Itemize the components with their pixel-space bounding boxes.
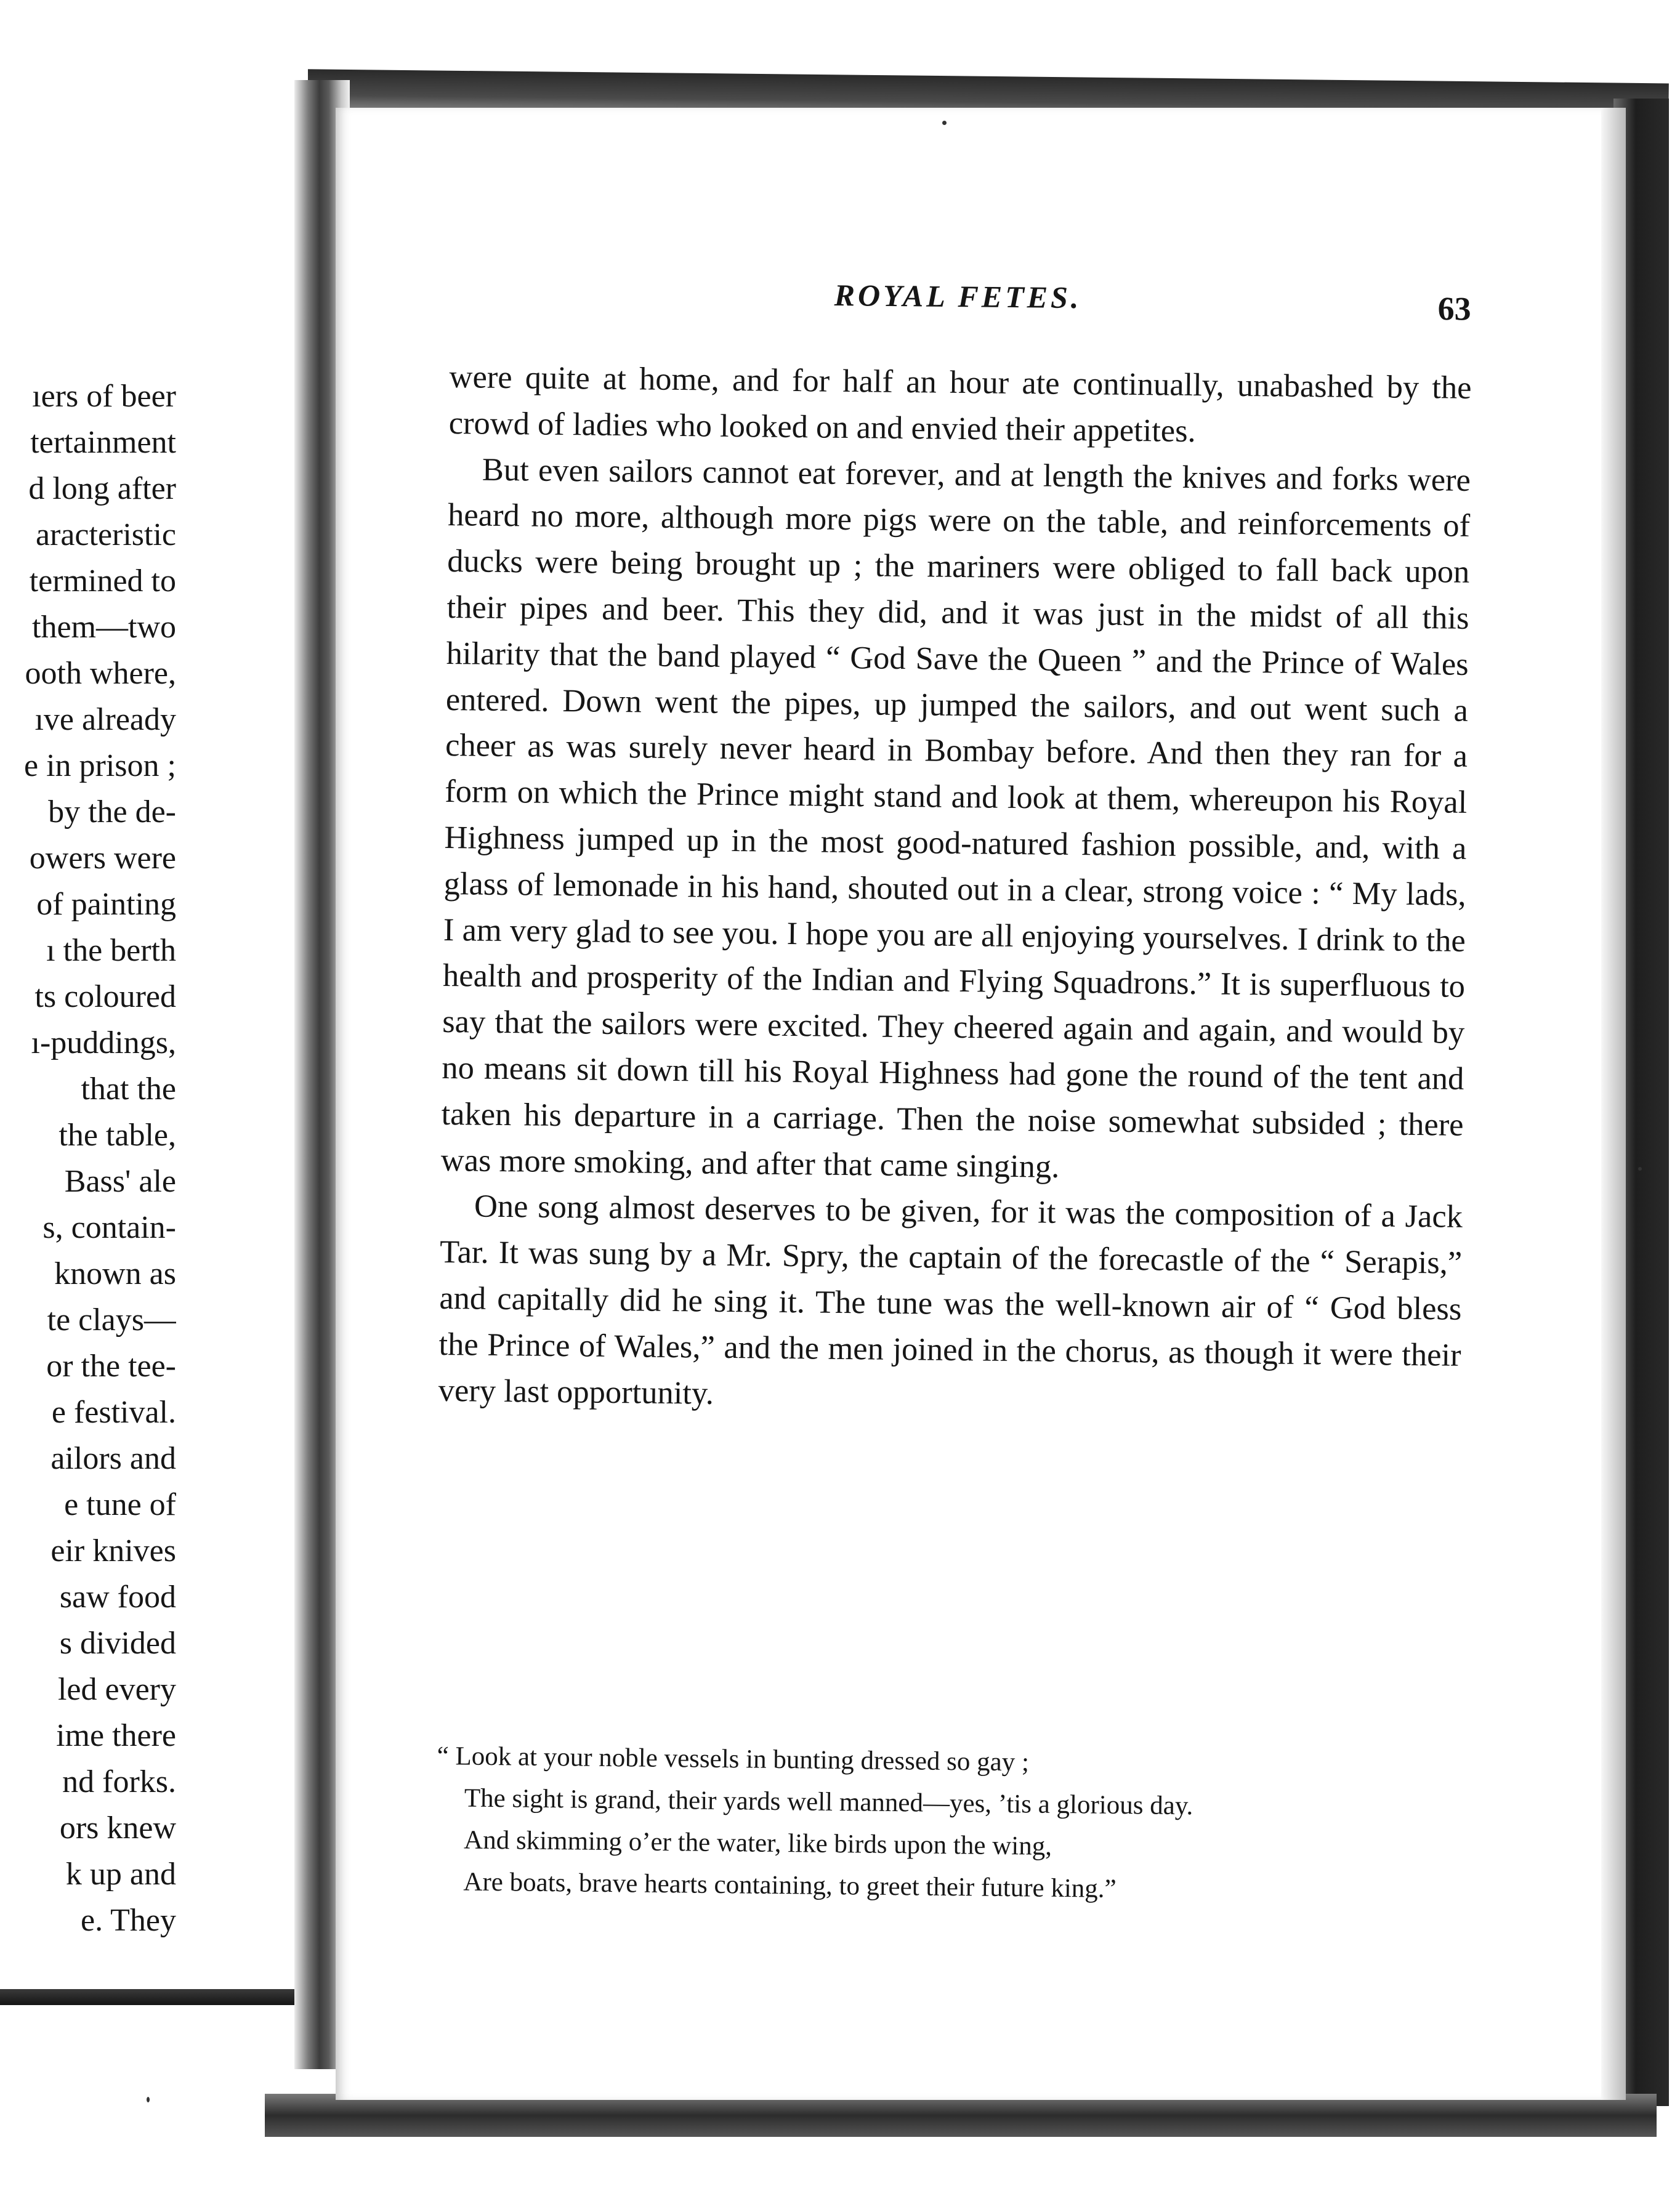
left-page-line: ailors and: [50, 1441, 176, 1476]
left-page-line: or the tee-: [46, 1349, 176, 1384]
left-page-line: ı-puddings,: [31, 1025, 176, 1060]
left-page-line: saw food: [59, 1580, 176, 1615]
running-head: ROYAL FETES.: [834, 277, 1082, 315]
left-page-line: owers were: [29, 841, 176, 876]
page-number: 63: [1437, 289, 1471, 328]
left-page-line: Bass' ale: [64, 1164, 176, 1199]
left-page-line: ime there: [56, 1718, 176, 1753]
scan-speck: [147, 2097, 150, 2102]
left-page-line: them—two: [32, 610, 176, 645]
left-page: [0, 25, 308, 2008]
left-page-line: by the de-: [48, 794, 176, 830]
page-fore-edge: [1601, 108, 1626, 2100]
left-page-line: ı the berth: [46, 933, 176, 968]
left-page-line: d long after: [28, 471, 176, 506]
left-page-line: tertainment: [30, 425, 176, 460]
verse-line: “ Look at your noble vessels in bunting dressed so gay ;: [437, 1741, 1030, 1777]
body-text: [438, 354, 1472, 1424]
verse-line: And skimming o’er the water, like birds upon the wing,: [463, 1825, 1052, 1861]
verse-line: The sight is grand, their yards well manned—yes, ’tis a glorious day.: [464, 1783, 1193, 1821]
left-page-line: ooth where,: [25, 656, 176, 691]
left-page-text: [0, 373, 176, 1944]
left-page-line: e. They: [81, 1903, 176, 1938]
left-page-line: e festival.: [51, 1395, 176, 1430]
left-page-line: s divided: [59, 1626, 176, 1661]
left-page-line: s, contain-: [42, 1210, 176, 1245]
left-page-line: led every: [57, 1672, 176, 1707]
left-page-line: the table,: [59, 1118, 176, 1153]
paragraph: were quite at home, and for half an hour ate continually, unabashed by the crowd of ladies who looked on and envied their appetites.: [448, 358, 1472, 449]
left-page-line: ıers of beer: [32, 379, 176, 414]
left-page-line: ors knew: [59, 1810, 176, 1846]
left-page-line: ts coloured: [34, 979, 176, 1014]
scan-speck: [942, 121, 947, 125]
left-page-line: ıve already: [34, 702, 176, 737]
left-page-line: k up and: [65, 1857, 176, 1892]
paragraph: One song almost deserves to be given, for it was the composition of a Jack Tar. It was sung by a Mr. Spry, the captain of the forecastle of the “ Serapis,” and capitally did he sing it. The tune was the well-known air of “ God bless the Prince of Wales,” and the men joined in the chorus, as though it were their very last opportunity.: [438, 1188, 1463, 1411]
left-page-line: aracteristic: [35, 517, 176, 552]
paragraph: But even sailors cannot eat forever, and at length the knives and forks were heard no more, although more pigs were on the table, and reinforcements of ducks were being brought up ; the mariners were obliged to fall back upon their pipes and beer. This they did, and it was just in the midst of all this hilarity that the band played “ God Save the Queen ” and the Prince of Wales entered. Down went the pipes, up jumped the sailors, and out went such a cheer as was surely never heard in Bombay before. And then they ran for a form on which the Prince might stand and look at them, whereupon his Royal Highness jumped up in the most good-natured fashion possible, and, with a glass of lemonade in his hand, shouted out in a clear, strong voice : “ My lads, I am very glad to see you. I hope you are all enjoying yourselves. I drink to the health and prosperity of the Indian and Flying Squadrons.” It is superfluous to say that the sailors were excited. They cheered again and again, and would by no means sit down till his Royal Highness had gone the round of the tent and taken his departure in a carriage. Then the noise somewhat subsided ; there was more smoking, and after that came singing.: [440, 451, 1471, 1185]
verse-quotation: [435, 1735, 1484, 1914]
left-page-line: e in prison ;: [24, 748, 176, 783]
left-page-line: termined to: [29, 563, 176, 599]
left-page-line: te clays—: [47, 1302, 176, 1338]
left-page-line: e tune of: [64, 1487, 176, 1522]
left-page-line: that the: [81, 1072, 176, 1107]
scan-speck: [1638, 1167, 1642, 1171]
left-page-line: nd forks.: [62, 1764, 176, 1799]
verse-line: Are boats, brave hearts containing, to greet their future king.”: [463, 1867, 1117, 1903]
left-page-line: known as: [54, 1256, 176, 1291]
left-page-line: of painting: [36, 887, 176, 922]
left-page-line: eir knives: [50, 1533, 176, 1568]
left-page-bottom-edge: [0, 1989, 302, 2005]
book-edge-bottom: [265, 2094, 1657, 2137]
